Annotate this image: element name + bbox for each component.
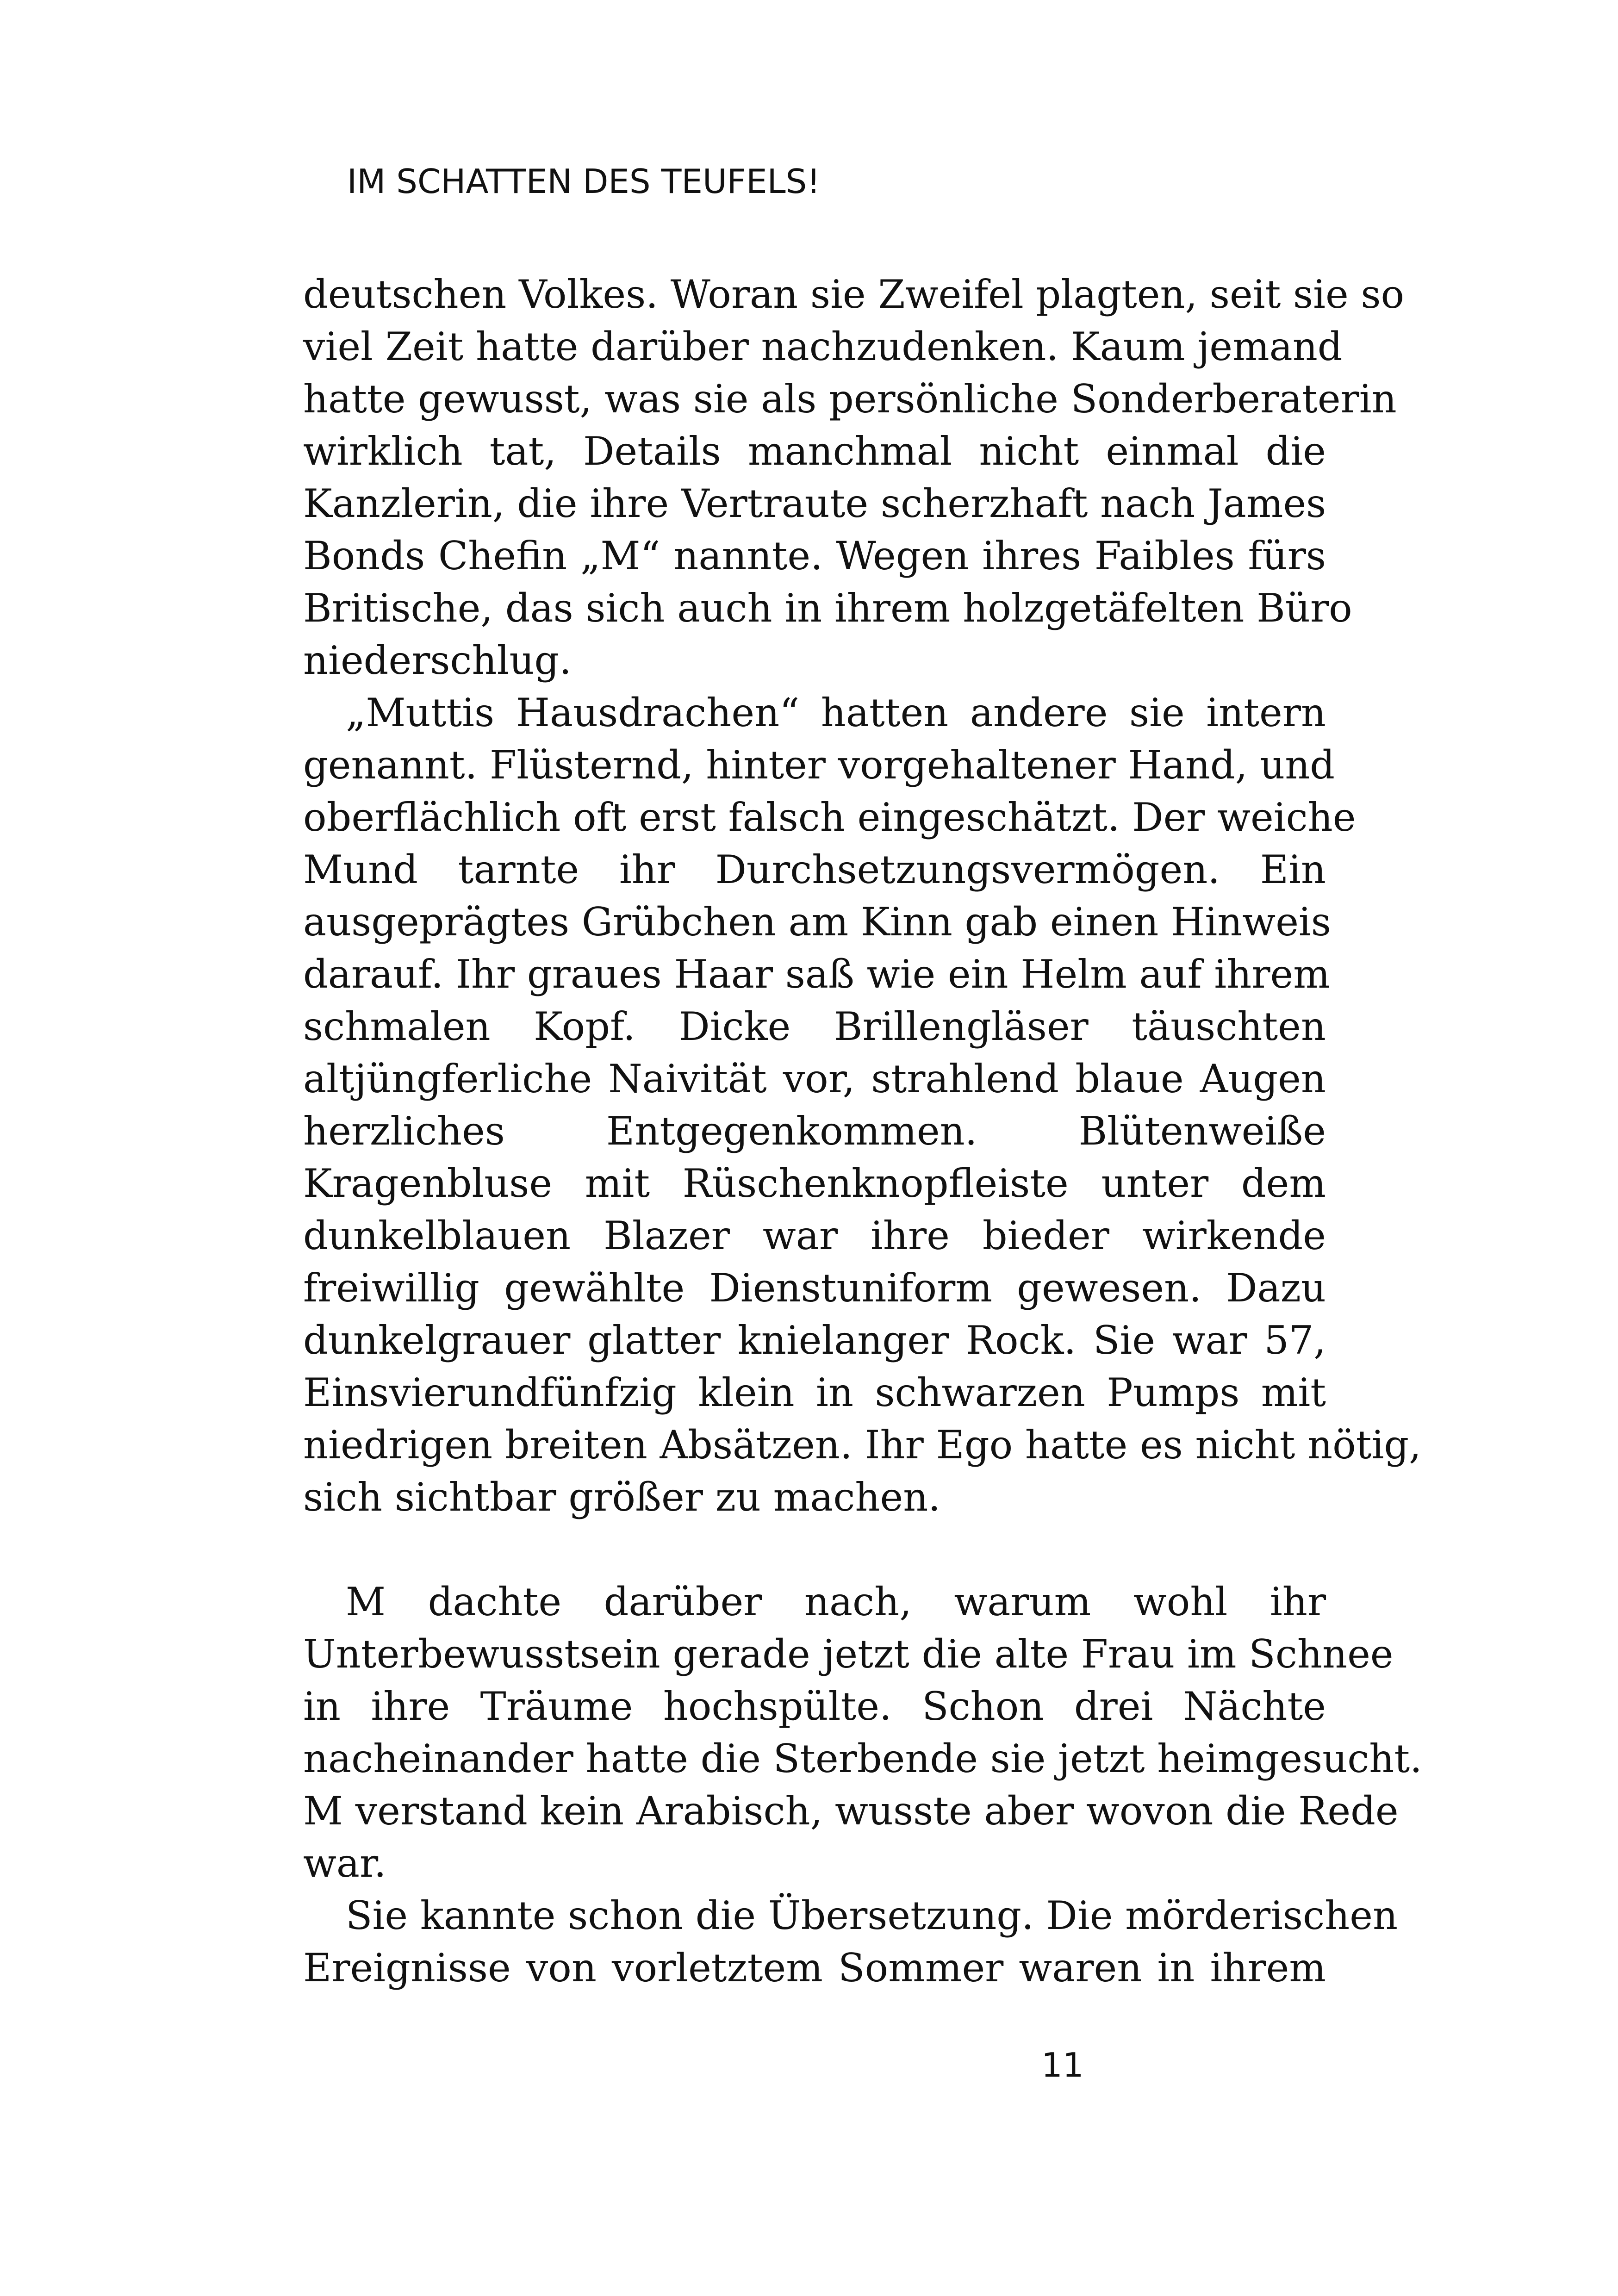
text-line: herzliches Entgegenkommen. Blütenweiße: [303, 1108, 1326, 1154]
text-line: deutschen Volkes. Woran sie Zweifel plagten, seit sie so: [303, 272, 1405, 317]
paragraph: [303, 687, 1421, 1524]
text-line: „Muttis Hausdrachen“ hatten andere sie intern: [346, 690, 1326, 735]
text-line: niederschlug.: [303, 638, 572, 683]
text-line: Unterbewusstsein gerade jetzt die alte Frau im Schnee: [303, 1631, 1394, 1677]
text-line: dunkelblauen Blazer war ihre bieder wirkende: [303, 1213, 1326, 1258]
text-line: Kanzlerin, die ihre Vertraute scherzhaft nach James: [303, 481, 1326, 526]
paragraph: [303, 1576, 1422, 1890]
page-number: 11: [1041, 2046, 1084, 2084]
text-line: altjüngferliche Naivität vor, strahlend blaue Augen: [303, 1056, 1326, 1101]
text-line: oberflächlich oft erst falsch eingeschätzt. Der weiche: [303, 795, 1356, 840]
text-line: hatte gewusst, was sie als persönliche Sonderberaterin: [303, 376, 1397, 422]
text-line: M verstand kein Arabisch, wusste aber wovon die Rede: [303, 1788, 1399, 1834]
text-line: nacheinander hatte die Sterbende sie jetzt heimgesucht.: [303, 1736, 1422, 1781]
text-line: viel Zeit hatte darüber nachzudenken. Kaum jemand: [303, 324, 1343, 369]
text-line: genannt. Flüsternd, hinter vorgehaltener Hand, und: [303, 742, 1335, 788]
text-line: ausgeprägtes Grübchen am Kinn gab einen Hinweis: [303, 899, 1331, 945]
section-gap: [303, 1524, 1326, 1576]
running-header: IM SCHATTEN DES TEUFELS!: [347, 162, 821, 201]
text-line: Mund tarnte ihr Durchsetzungsvermögen. Ein: [303, 847, 1326, 892]
text-line: sich sichtbar größer zu machen.: [303, 1475, 941, 1520]
paragraph: [303, 268, 1405, 687]
text-line: Einsvierundfünfzig klein in schwarzen Pumps mit: [303, 1370, 1326, 1415]
text-line: war.: [303, 1841, 386, 1886]
text-line: darauf. Ihr graues Haar saß wie ein Helm auf ihrem: [303, 952, 1330, 997]
text-line: freiwillig gewählte Dienstuniform gewesen. Dazu: [303, 1265, 1326, 1311]
paragraph: [303, 1890, 1398, 1994]
text-line: Ereignisse von vorletztem Sommer waren in ihrem: [303, 1945, 1326, 1991]
text-line: Bonds Chefin „M“ nannte. Wegen ihres Faibles fürs: [303, 533, 1326, 579]
text-line: schmalen Kopf. Dicke Brillengläser täuschten: [303, 1004, 1326, 1049]
text-line: in ihre Träume hochspülte. Schon drei Nächte: [303, 1684, 1326, 1729]
text-line: Kragenbluse mit Rüschenknopfleiste unter dem: [303, 1161, 1326, 1206]
text-line: Sie kannte schon die Übersetzung. Die mörderischen: [346, 1893, 1398, 1938]
body-text: [303, 268, 1422, 1994]
text-line: dunkelgrauer glatter knielanger Rock. Sie war 57,: [303, 1318, 1326, 1363]
text-line: niedrigen breiten Absätzen. Ihr Ego hatte es nicht nötig,: [303, 1422, 1421, 1468]
text-line: Britische, das sich auch in ihrem holzgetäfelten Büro: [303, 585, 1352, 631]
text-line: M dachte darüber nach, warum wohl ihr: [346, 1579, 1326, 1624]
text-line: wirklich tat, Details manchmal nicht einmal die: [303, 429, 1326, 474]
